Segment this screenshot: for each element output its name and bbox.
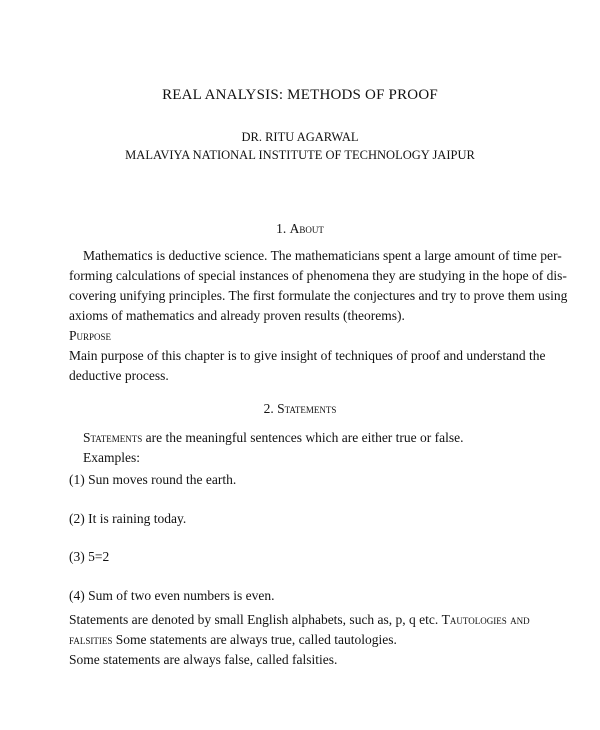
about-paragraph bbox=[69, 246, 568, 386]
author-block bbox=[0, 128, 600, 164]
author-institution: MALAVIYA NATIONAL INSTITUTE OF TECHNOLOGY JAIPUR bbox=[125, 148, 475, 162]
paragraph-line: forming calculations of special instances of phenomena they are studying in the hope of dis- bbox=[69, 268, 567, 283]
paragraph-line: Mathematics is deductive science. The mathematicians spent a large amount of time per- bbox=[83, 248, 562, 263]
statements-intro bbox=[69, 428, 531, 468]
section-number: 2. bbox=[263, 401, 274, 416]
statements-term: Statements bbox=[83, 430, 143, 445]
notation-text: Statements are denoted by small English alphabets, such as, p, q etc. bbox=[69, 612, 442, 627]
notation-line bbox=[69, 610, 531, 630]
tautologies-term: Tautologies and bbox=[441, 612, 530, 627]
purpose-label: Purpose bbox=[69, 328, 112, 343]
examples-label: Examples: bbox=[83, 450, 140, 465]
example-item: (3) 5=2 bbox=[69, 549, 110, 564]
paragraph-line: axioms of mathematics and already proven results (theorems). bbox=[69, 308, 405, 323]
notation-paragraph bbox=[69, 610, 531, 670]
section-heading-about bbox=[0, 221, 600, 237]
example-item: (4) Sum of two even numbers is even. bbox=[69, 588, 275, 603]
purpose-line: deductive process. bbox=[69, 368, 169, 383]
author-name: DR. RITU AGARWAL bbox=[241, 130, 359, 144]
example-item: (1) Sun moves round the earth. bbox=[69, 472, 237, 487]
section-number: 1. bbox=[276, 221, 287, 236]
section-title: Statements bbox=[277, 401, 337, 416]
paper-title: REAL ANALYSIS: METHODS OF PROOF bbox=[162, 87, 438, 103]
statements-definition-text: are the meaningful sentences which are either true or false. bbox=[142, 430, 464, 445]
notation-text: Some statements are always true, called tautologies. bbox=[112, 632, 397, 647]
statements-definition bbox=[69, 428, 531, 448]
section-heading-statements bbox=[0, 401, 600, 417]
paragraph-line: covering unifying principles. The first formulate the conjectures and try to prove them using bbox=[69, 288, 568, 303]
notation-line: Some statements are always false, called falsities. bbox=[69, 652, 338, 667]
section-title: About bbox=[289, 221, 324, 236]
notation-line bbox=[69, 630, 531, 650]
purpose-line: Main purpose of this chapter is to give insight of techniques of proof and understand the bbox=[69, 348, 546, 363]
example-item: (2) It is raining today. bbox=[69, 511, 187, 526]
falsities-term: falsities bbox=[69, 632, 113, 647]
